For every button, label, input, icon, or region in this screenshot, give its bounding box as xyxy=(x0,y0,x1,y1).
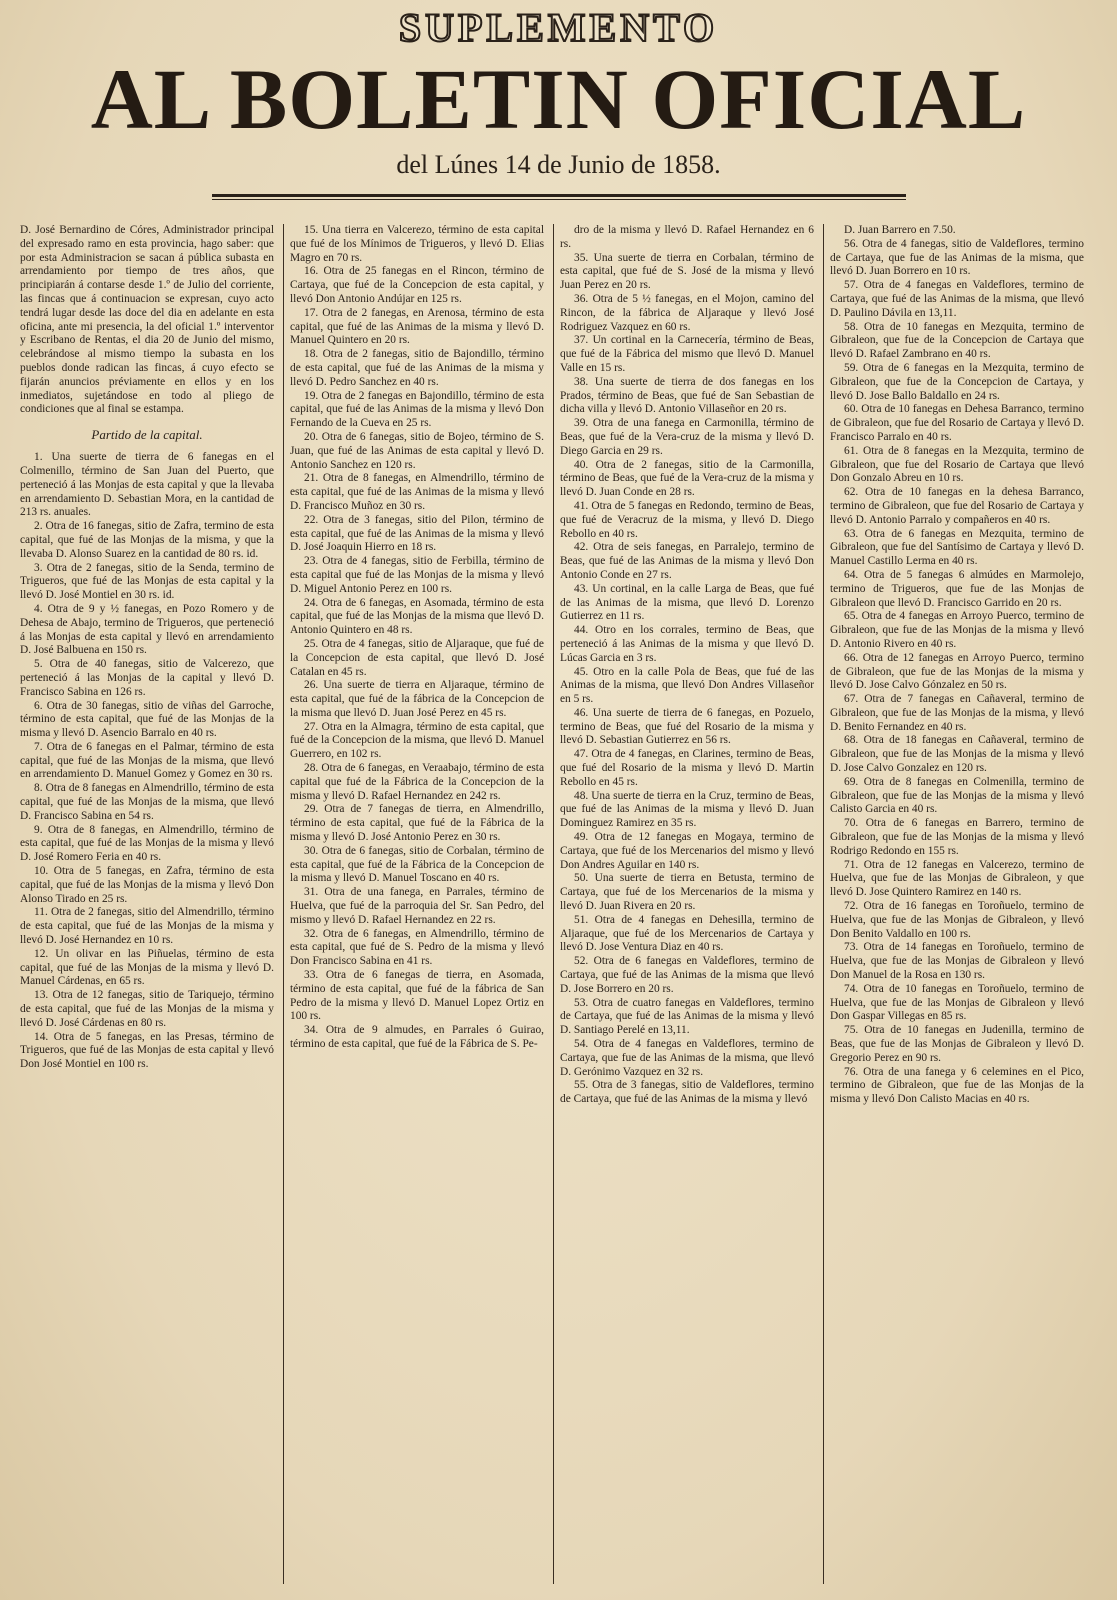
listing-entry: 63. Otra de 6 fanegas en Mezquita, termino de Gibraleon, que fue del Santísimo de Cartaya y llevó D. Manuel Castillo Lerma en 40 rs. xyxy=(830,527,1084,568)
listing-entry: 73. Otra de 14 fanegas en Toroñuelo, termino de Huelva, que fue de las Monjas de Gibraleon y llevó Don Manuel de la Rosa en 130 rs. xyxy=(830,941,1084,982)
listing-entry: 40. Otra de 2 fanegas, sitio de la Carmonilla, término de Beas, que fué de la Vera-cruz de la misma y llevó D. Juan Conde en 28 rs. xyxy=(560,458,814,499)
listing-entry: 34. Otra de 9 almudes, en Parrales ó Guirao, término de esta capital, que fué de la Fábrica de S. Pe- xyxy=(290,1024,544,1051)
listing-entry: 41. Otra de 5 fanegas en Redondo, termino de Beas, que fué de Veracruz de la misma, y llevó D. Diego Rebollo en 40 rs. xyxy=(560,499,814,540)
listing-entry: 16. Otra de 25 fanegas en el Rincon, término de Cartaya, que fué de la Concepcion de esta capital, y llevó Don Antonio Andújar en 125 rs. xyxy=(290,265,544,305)
listing-entry: 55. Otra de 3 fanegas, sitio de Valdeflores, termino de Cartaya, que fué de las Animas de la misma y llevó xyxy=(560,1079,814,1106)
listing-entry: 53. Otra de cuatro fanegas en Valdeflores, termino de Cartaya, que fué de las Animas de la misma y llevó D. Santiago Perelé en 13,11. xyxy=(560,996,814,1037)
listing-entry: 8. Otra de 8 fanegas en Almendrillo, término de esta capital, que fué de las Monjas de la misma, que llevó D. Francisco Sabina en 54 rs. xyxy=(20,782,274,822)
listing-entry: 50. Una suerte de tierra en Betusta, termino de Cartaya, que fué de los Mercenarios de la misma y llevó D. Juan Rivera en 20 rs. xyxy=(560,872,814,913)
listing-entry: 58. Otra de 10 fanegas en Mezquita, termino de Gibraleon, que fue de la Concepcion de Cartaya que llevó D. Rafael Zambrano en 40 rs. xyxy=(830,320,1084,361)
listing-entry: 67. Otra de 7 fanegas en Cañaveral, termino de Gibraleon, que fue de las Monjas de la misma, y llevó D. Benito Fernandez en 40 rs. xyxy=(830,693,1084,733)
listing-entry: 70. Otra de 6 fanegas en Barrero, termino de Gibraleon, que fue de las Monjas de la misma y llevó Rodrigo Redondo en 155 rs. xyxy=(830,817,1084,857)
listing-entry: 37. Un cortinal en la Carnecería, término de Beas, que fué de la Fábrica del mismo que llevó D. Manuel Valle en 15 rs. xyxy=(560,334,814,374)
intro-paragraph: D. José Bernardino de Córes, Administrador principal del expresado ramo en esta provincia, hago saber: que por esta Administracion se sacan á pública subasta en arrendamiento por tiempo de tres años, que principiarán á contarse desde 1.º de Julio del corriente, las fincas que á continuacion se expresan, cuyo acto tendrá lugar desde las doce del dia en adelante en esta oficina, ante mi presencia, la del oficial 1.º interventor y Escribano de Rentas, el dia 20 de Junio del mismo, celebrándose al mismo tiempo la subasta en los pueblos donde radican las fincas, á cuyo efecto se fijarán anuncios préviamente en ellos y en los inmediatos, sujetándose en todo al pliego de condiciones que al final se estampa. xyxy=(20,224,274,416)
supplement-heading: SUPLEMENTO xyxy=(398,5,719,50)
column-3 xyxy=(560,224,814,1594)
listing-entry: 66. Otra de 12 fanegas en Arroyo Puerco, termino de Gibraleon, que fue de las Monjas de la misma y llevó D. Jose Calvo Gónzalez en 50 rs. xyxy=(830,651,1084,692)
listing-entry: 14. Otra de 5 fanegas, en las Presas, término de Trigueros, que fué de las Monjas de esta capital y llevó Don José Montiel en 100 rs. xyxy=(20,1030,274,1071)
listing-entry: 20. Otra de 6 fanegas, sitio de Bojeo, término de S. Juan, que fué de las Animas de esta capital y llevó D. Antonio Sanchez en 120 rs. xyxy=(290,430,544,471)
listing-entry: 7. Otra de 6 fanegas en el Palmar, término de esta capital, que fué de las Monjas de la misma, que llevó en arrendamiento D. Manuel Gomez y Gomez en 30 rs. xyxy=(20,740,274,781)
listing-entry: 71. Otra de 12 fanegas en Valcerezo, termino de Huelva, que fue de las Monjas de Gibraleon, y que llevó D. Jose Quintero Ramirez en 140 rs. xyxy=(830,858,1084,899)
listing-entry: 43. Un cortinal, en la calle Larga de Beas, que fué de las Animas de la misma, que llevó D. Lorenzo Gutierrez en 11 rs. xyxy=(560,582,814,623)
listing-entry: 45. Otro en la calle Pola de Beas, que fué de las Animas de la misma, que llevó Don Andres Villaseñor en 5 rs. xyxy=(560,665,814,706)
listing-entry: 62. Otra de 10 fanegas en la dehesa Barranco, termino de Gibraleon, que fue del Rosario de Cartaya y llevó D. Antonio Parralo y compañeros en 40 rs. xyxy=(830,486,1084,526)
listing-entry: 26. Una suerte de tierra en Aljaraque, término de esta capital, que fué de la fábrica de la Concepcion de la misma que llevó D. Juan José Perez en 45 rs. xyxy=(290,679,544,719)
listing-entry: 48. Una suerte de tierra en la Cruz, termino de Beas, que fué de las Animas de la misma y llevó D. Juan Dominguez Ramirez en 35 rs. xyxy=(560,789,814,830)
listing-entry: 46. Una suerte de tierra de 6 fanegas, en Pozuelo, termino de Beas, que fué del Rosario de la misma y llevó D. Sebastian Gutierrez en 56 rs. xyxy=(560,706,814,747)
listing-entry: 9. Otra de 8 fanegas, en Almendrillo, término de esta capital, que fué de las Monjas de la misma y llevó D. José Romero Feria en 40 rs. xyxy=(20,823,274,864)
column-2 xyxy=(290,224,544,1594)
column-divider xyxy=(283,224,284,1584)
listing-entry: 49. Otra de 12 fanegas en Mogaya, termino de Cartaya, que fué de los Mercenarios del mismo y llevó Don Andres Aguilar en 140 rs. xyxy=(560,831,814,871)
listing-entry: 28. Otra de 6 fanegas, en Veraabajo, término de esta capital que fué de la Fábrica de la Concepcion de la misma y llevó D. Rafael Hernandez en 242 rs. xyxy=(290,762,544,802)
listing-entry: 59. Otra de 6 fanegas en la Mezquita, termino de Gibraleon, que fue de la Concepcion de Cartaya, y llevó D. Jose Ballo Baldallo en 24 rs. xyxy=(830,361,1084,402)
listing-entry: dro de la misma y llevó D. Rafael Hernandez en 6 rs. xyxy=(560,224,814,250)
listing-entry: 10. Otra de 5 fanegas, en Zafra, término de esta capital, que fué de las Monjas de la misma y llevó Don Alonso Tirado en 25 rs. xyxy=(20,865,274,905)
listing-entry: 24. Otra de 6 fanegas, en Asomada, término de esta capital, que fué de las Monjas de la misma que llevó D. Antonio Quintero en 48 rs. xyxy=(290,596,544,637)
listing-entry: D. Juan Barrero en 7.50. xyxy=(844,224,956,236)
listing-entry: 42. Otra de seis fanegas, en Parralejo, termino de Beas, que fué de las Animas de la misma y llevó Don Antonio Conde en 27 rs. xyxy=(560,541,814,581)
listing-entry: 52. Otra de 6 fanegas en Valdeflores, termino de Cartaya, que fué de las Animas de la misma que llevó D. Jose Borrero en 20 rs. xyxy=(560,955,814,995)
listing-entry: 15. Una tierra en Valcerezo, término de esta capital que fué de los Mínimos de Trigueros, y llevó D. Elias Magro en 70 rs. xyxy=(290,224,544,264)
listing-entry: 29. Otra de 7 fanegas de tierra, en Almendrillo, término de esta capital, que fué de la Fábrica de la misma y llevó D. José Antonio Perez en 30 rs. xyxy=(290,803,544,844)
listing-entry: 19. Otra de 2 fanegas en Bajondillo, término de esta capital, que fué de las Animas de la misma y llevó Don Fernando de la Cueva en 25 rs. xyxy=(290,389,544,430)
listing-entry: 60. Otra de 10 fanegas en Dehesa Barranco, termino de Gibraleon, que fue del Rosario de Cartaya y llevó D. Francisco Parralo en 40 rs. xyxy=(830,403,1084,443)
section-heading: Partido de la capital. xyxy=(91,427,203,443)
column-4-entries xyxy=(830,224,1084,1107)
listing-entry: 74. Otra de 10 fanegas en Toroñuelo, termino de Huelva, que fue de las Monjas de Gibraleon y llevó Don Gaspar Villegas en 85 rs. xyxy=(830,982,1084,1023)
listing-entry: 27. Otra en la Almagra, término de esta capital, que fué de la Concepcion de la misma, que llevó D. Manuel Guerrero, en 102 rs. xyxy=(290,720,544,761)
column-4 xyxy=(830,224,1084,1594)
listing-entry: 32. Otra de 6 fanegas, en Almendrillo, término de esta capital, que fué de S. Pedro de la misma y llevó Don Francisco Sabina en 41 rs. xyxy=(290,927,544,968)
listing-entry: 47. Otra de 4 fanegas, en Clarines, termino de Beas, que fué del Rosario de la misma y llevó D. Martin Rebollo en 45 rs. xyxy=(560,748,814,788)
listing-entry: 4. Otra de 9 y ½ fanegas, en Pozo Romero y de Dehesa de Abajo, termino de Trigueros, que perteneció á las Monjas de esta capital y llevó en arrendamiento D. José Balbuena en 150 rs. xyxy=(20,602,274,657)
listing-entry: 39. Otra de una fanega en Carmonilla, término de Beas, que fué de la Vera-cruz de la misma y llevó D. Diego Garcia en 29 rs. xyxy=(560,417,814,457)
listing-entry: 13. Otra de 12 fanegas, sitio de Tariquejo, término de esta capital, que fué de las Monjas de la misma y llevó D. José Cárdenas en 80 rs. xyxy=(20,989,274,1029)
column-divider xyxy=(823,224,824,1584)
listing-entry: 12. Un olivar en las Piñuelas, término de esta capital, que fué de las Monjas de la misma y llevó D. Manuel Cárdenas, en 65 rs. xyxy=(20,947,274,988)
listing-entry: 57. Otra de 4 fanegas en Valdeflores, termino de Cartaya, que fué de las Animas de la misma, que llevó D. Paulino Dávila en 13,11. xyxy=(830,279,1084,319)
newspaper-title: AL BOLETIN OFICIAL xyxy=(90,51,1027,147)
listing-entry: 61. Otra de 8 fanegas en la Mezquita, termino de Gibraleon, que fue del Rosario de Cartaya que llevó Don Gonzalo Abreu en 10 rs. xyxy=(830,444,1084,485)
listing-entry: 18. Otra de 2 fanegas, sitio de Bajondillo, término de esta capital, que fué de las Animas de la misma y llevó D. Pedro Sanchez en 40 rs. xyxy=(290,348,544,388)
listing-entry: 68. Otra de 18 fanegas en Cañaveral, termino de Gibraleon, que fue de las Monjas de la misma y llevó D. Jose Calvo Gonzalez en 120 rs. xyxy=(830,734,1084,775)
column-1 xyxy=(20,224,274,1594)
listing-entry: 17. Otra de 2 fanegas, en Arenosa, término de esta capital, que fué de las Animas de la misma y llevó D. Manuel Quintero en 20 rs. xyxy=(290,306,544,347)
listing-entry: 11. Otra de 2 fanegas, sitio del Almendrillo, término de esta capital, que fué de las Monjas de la misma y llevó D. José Hernandez en 10 rs. xyxy=(20,906,274,947)
listing-entry: 56. Otra de 4 fanegas, sitio de Valdeflores, termino de Cartaya, que fue de las Animas de la misma, que llevó D. Juan Borrero en 10 rs. xyxy=(830,237,1084,278)
listing-entry: 76. Otra de una fanega y 6 celemines en el Pico, termino de Gibraleon, que fue de las Monjas de la misma y llevó Don Calisto Macias en 40 rs. xyxy=(830,1065,1084,1106)
listing-entry: 6. Otra de 30 fanegas, sitio de viñas del Garroche, término de esta capital, que fué de las Monjas de la misma y llevó D. Asencio Barralo en 40 rs. xyxy=(20,699,274,740)
listing-entry: 5. Otra de 40 fanegas, sitio de Valcerezo, que perteneció á las Monjas de la capital y llevó D. Francisco Sabina en 126 rs. xyxy=(20,658,274,698)
masthead-rule xyxy=(212,194,906,200)
listing-entry: 22. Otra de 3 fanegas, sitio del Pilon, término de esta capital, que fué de las Animas de la misma y llevó D. José Joaquin Hierro en 18 rs. xyxy=(290,513,544,554)
listing-entry: 1. Una suerte de tierra de 6 fanegas en el Colmenillo, término de San Juan del Puerto, que perteneció á las Monjas de esta capital y que la llevaba en arrendamiento D. Sebastian Mora, en la cantidad de 213 rs. anuales. xyxy=(20,451,274,519)
listing-entry: 51. Otra de 4 fanegas en Dehesilla, termino de Aljaraque, que fué de los Mercenarios de Cartaya y llevó D. Jose Ventura Diaz en 40 rs. xyxy=(560,913,814,954)
issue-date: del Lúnes 14 de Junio de 1858. xyxy=(396,150,721,179)
listing-entry: 35. Una suerte de tierra en Corbalan, término de esta capital, que fué de S. José de la misma y llevó Juan Perez en 20 rs. xyxy=(560,251,814,292)
listing-entry: 54. Otra de 4 fanegas en Valdeflores, termino de Cartaya, que fue de las Animas de la misma, que llevó D. Gerónimo Vazquez en 32 rs. xyxy=(560,1038,814,1078)
listing-entry: 72. Otra de 16 fanegas en Toroñuelo, termino de Huelva, que fue de las Monjas de Gibraleon, y llevó Don Benito Valdallo en 100 rs. xyxy=(830,900,1084,940)
listing-entry: 64. Otra de 5 fanegas 6 almúdes en Marmolejo, termino de Trigueros, que fue de las Monjas de Gibraleon que llevó D. Francisco Garrido en 20 rs. xyxy=(830,568,1084,609)
listing-entry: 33. Otra de 6 fanegas de tierra, en Asomada, término de esta capital, que fué de la fábrica de San Pedro de la misma y llevó D. Manuel Lopez Ortiz en 100 rs. xyxy=(290,969,544,1023)
column-2-entries xyxy=(290,224,544,1052)
listing-entry: 75. Otra de 10 fanegas en Judenilla, termino de Beas, que fue de las Monjas de Gibraleon y llevó D. Gregorio Perez en 90 rs. xyxy=(830,1024,1084,1064)
listing-entry: 23. Otra de 4 fanegas, sitio de Ferbilla, término de esta capital que fué de las Monjas de la misma y llevó D. Miguel Antonio Perez en 100 rs. xyxy=(290,555,544,595)
column-1-entries xyxy=(20,451,274,1072)
article-columns xyxy=(20,224,1100,1594)
listing-entry: 21. Otra de 8 fanegas, en Almendrillo, término de esta capital, que fué de las Animas de la misma y llevó D. Francisco Muñoz en 30 rs. xyxy=(290,472,544,512)
column-divider xyxy=(553,224,554,1584)
listing-entry: 69. Otra de 8 fanegas en Colmenilla, termino de Gibraleon, que fue de las Monjas de la misma y llevó Calisto Garcia en 40 rs. xyxy=(830,775,1084,816)
listing-entry: 44. Otro en los corrales, termino de Beas, que perteneció á las Animas de la misma y que llevó D. Lúcas Garcia en 3 rs. xyxy=(560,624,814,664)
listing-entry: 30. Otra de 6 fanegas, sitio de Corbalan, término de esta capital, que fué de la Fábrica de la Concepcion de la misma y llevó D. Manuel Toscano en 40 rs. xyxy=(290,844,544,885)
listing-entry: 36. Otra de 5 ½ fanegas, en el Mojon, camino del Rincon, de la fábrica de Aljaraque y llevó José Rodriguez Vazquez en 60 rs. xyxy=(560,292,814,333)
listing-entry: 31. Otra de una fanega, en Parrales, término de Huelva, que fué de la parroquia del Sr. San Pedro, del mismo y llevó D. Rafael Hernandez en 22 rs. xyxy=(290,886,544,926)
listing-entry: 2. Otra de 16 fanegas, sitio de Zafra, termino de esta capital, que fué de las Monjas de la misma, y que la llevaba D. Alonso Suarez en la cantidad de 80 rs. id. xyxy=(20,520,274,560)
listing-entry: 38. Una suerte de tierra de dos fanegas en los Prados, término de Beas, que fué de San Sebastian de dicha villa y llevó D. Antonio Villaseñor en 20 rs. xyxy=(560,375,814,416)
listing-entry: 65. Otra de 4 fanegas en Arroyo Puerco, termino de Gibraleon, que fue de las Monjas de la misma y llevó D. Antonio Rivero en 40 rs. xyxy=(830,610,1084,650)
listing-entry: 3. Otra de 2 fanegas, sitio de la Senda, termino de Trigueros, que fué de las Monjas de esta capital y la llevó D. José Montiel en 30 rs. id. xyxy=(20,561,274,602)
listing-entry: 25. Otra de 4 fanegas, sitio de Aljaraque, que fué de la Concepcion de esta capital, que llevó D. José Catalan en 45 rs. xyxy=(290,637,544,678)
column-3-entries xyxy=(560,224,814,1107)
